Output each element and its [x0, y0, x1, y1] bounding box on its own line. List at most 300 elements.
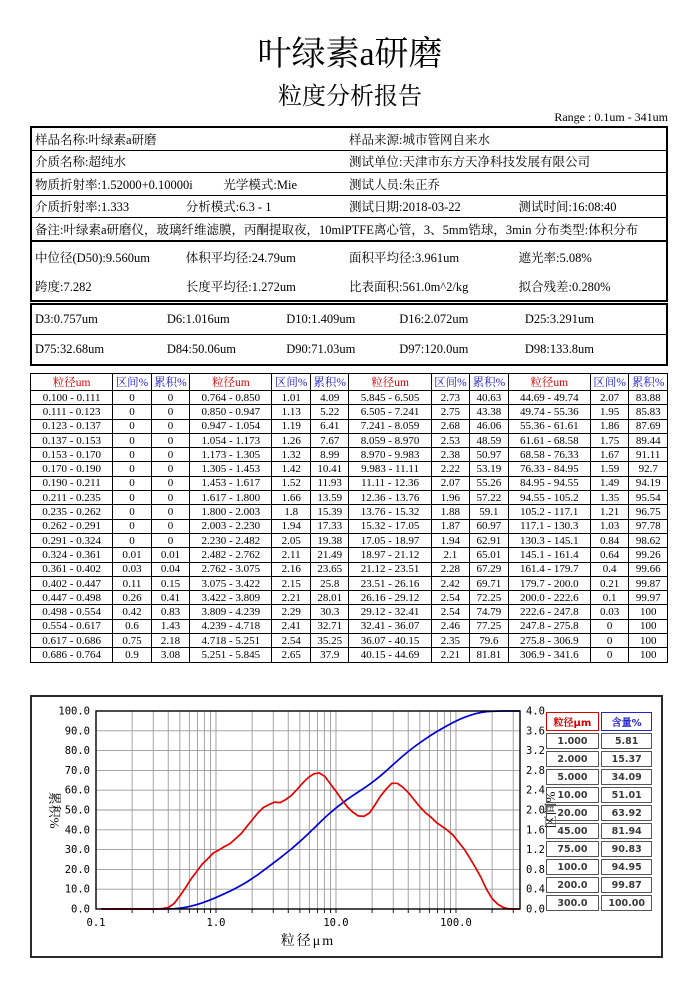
table-cell: 6.505 - 7.241: [349, 405, 431, 419]
table-cell: 2.54: [272, 634, 310, 648]
column-header: 区间%: [590, 374, 628, 391]
table-cell: 1.800 - 2.003: [190, 505, 272, 519]
table-cell: 0.447 - 0.498: [31, 591, 113, 605]
info-field: 测试日期:2018-03-22: [348, 200, 461, 215]
table-row: [31, 419, 668, 433]
table-cell: 28.01: [310, 591, 348, 605]
table-cell: 179.7 - 200.0: [508, 576, 590, 590]
percentile-field: D84:50.06um: [166, 342, 236, 356]
table-cell: 2.73: [431, 391, 469, 405]
table-cell: 1.13: [272, 405, 310, 419]
table-cell: 60.97: [470, 519, 508, 533]
x-tick-label: 1.0: [206, 917, 226, 929]
table-cell: 67.29: [470, 562, 508, 576]
table-cell: 0.291 - 0.324: [31, 533, 113, 547]
info-field: 介质名称:超纯水: [35, 155, 126, 170]
table-cell: 0.42: [113, 605, 151, 619]
left-tick-label: 50.0: [64, 804, 90, 817]
table-cell: 10.00: [546, 787, 600, 803]
table-cell: 0: [151, 448, 189, 462]
table-cell: 2.65: [272, 648, 310, 662]
table-cell: 12.36 - 13.76: [349, 491, 431, 505]
right-axis-title: 区间%: [543, 791, 558, 829]
table-cell: 49.74 - 55.36: [508, 405, 590, 419]
table-row: [31, 634, 668, 648]
table-cell: 2.21: [272, 591, 310, 605]
table-cell: 81.81: [470, 648, 508, 662]
table-cell: 99.87: [601, 877, 652, 893]
table-cell: 0.947 - 1.054: [190, 419, 272, 433]
info-field: 分析模式:6.3 - 1: [185, 200, 272, 215]
table-cell: 34.09: [601, 769, 652, 785]
table-cell: 0: [151, 419, 189, 433]
table-cell: 0.850 - 0.947: [190, 405, 272, 419]
table-cell: 1.305 - 1.453: [190, 462, 272, 476]
left-tick-label: 0.0: [71, 903, 90, 916]
table-cell: 94.19: [629, 476, 668, 490]
table-cell: 0.26: [113, 591, 151, 605]
table-cell: 1.01: [272, 391, 310, 405]
table-cell: 23.51 - 26.16: [349, 576, 431, 590]
table-cell: 2.28: [431, 562, 469, 576]
table-cell: 0.211 - 0.235: [31, 491, 113, 505]
table-cell: 0: [590, 619, 628, 633]
table-cell: 0.03: [113, 562, 151, 576]
percentile-field: D3:0.757um: [35, 312, 98, 326]
table-row: [31, 433, 668, 447]
left-tick-label: 90.0: [64, 725, 90, 738]
table-cell: 81.94: [601, 823, 652, 839]
table-row: [31, 505, 668, 519]
x-axis-title: 粒径μm: [280, 934, 336, 949]
table-cell: 0.84: [590, 533, 628, 547]
table-cell: 2.54: [431, 605, 469, 619]
table-cell: 0.4: [590, 562, 628, 576]
left-tick-label: 100.0: [58, 705, 90, 718]
percentile-field: D16:2.072um: [399, 312, 469, 326]
table-cell: 0.64: [590, 548, 628, 562]
metric-field: 比表面积:561.0m^2/kg: [348, 279, 469, 294]
table-cell: 0.170 - 0.190: [31, 462, 113, 476]
table-cell: 0: [113, 448, 151, 462]
column-header: 粒径um: [349, 374, 431, 391]
table-cell: 51.01: [601, 787, 652, 803]
percentile-table: [30, 303, 668, 366]
table-cell: 76.33 - 84.95: [508, 462, 590, 476]
table-cell: 5.251 - 5.845: [190, 648, 272, 662]
right-tick-label: 2.0: [526, 804, 545, 817]
table-row: [31, 476, 668, 490]
table-cell: 1.054 - 1.173: [190, 433, 272, 447]
table-cell: 200.0: [546, 877, 600, 893]
table-cell: 1.95: [590, 405, 628, 419]
table-cell: 77.25: [470, 619, 508, 633]
table-cell: 0: [151, 391, 189, 405]
table-row: [546, 859, 652, 875]
right-tick-label: 0.0: [526, 903, 545, 916]
table-cell: 1.000: [546, 733, 600, 749]
table-cell: 6.41: [310, 419, 348, 433]
table-cell: 99.26: [629, 548, 668, 562]
left-tick-label: 70.0: [64, 764, 90, 777]
table-cell: 0.75: [113, 634, 151, 648]
x-tick-label: 10.0: [323, 917, 349, 929]
table-cell: 0: [113, 476, 151, 490]
left-axis-title: 累积%: [47, 791, 62, 829]
right-tick-label: 0.8: [526, 863, 545, 876]
info-row: [32, 173, 666, 196]
table-cell: 15.32 - 17.05: [349, 519, 431, 533]
info-row: [32, 128, 666, 151]
table-row: [31, 548, 668, 562]
table-cell: 0.262 - 0.291: [31, 519, 113, 533]
table-cell: 0.83: [151, 605, 189, 619]
metric-field: 遮光率:5.08%: [518, 250, 592, 265]
summary-metrics-table: [30, 240, 668, 302]
table-cell: 100: [629, 648, 668, 662]
x-tick-label: 100.0: [440, 917, 472, 929]
metric-field: 面积平均径:3.961um: [348, 250, 460, 265]
table-cell: 1.96: [431, 491, 469, 505]
info-field: 备注:叶绿素a研磨仪，玻璃纤维滤膜，丙酮提取夜，10mlPTFE离心管，3、5mm锆球，3min 分布类型:体积分布: [35, 222, 639, 237]
table-cell: 2.29: [272, 605, 310, 619]
table-cell: 0: [151, 405, 189, 419]
table-row: [31, 591, 668, 605]
table-cell: 2.22: [431, 462, 469, 476]
percentile-field: D10:1.409um: [286, 312, 356, 326]
table-cell: 1.52: [272, 476, 310, 490]
percentile-field: D97:120.0um: [399, 342, 469, 356]
table-cell: 0.9: [113, 648, 151, 662]
table-cell: 0.41: [151, 591, 189, 605]
column-header: 区间%: [113, 374, 151, 391]
table-cell: 21.49: [310, 548, 348, 562]
table-cell: 0.6: [113, 619, 151, 633]
table-cell: 10.41: [310, 462, 348, 476]
right-tick-label: 2.8: [526, 764, 545, 777]
table-row: [546, 823, 652, 839]
table-cell: 99.66: [629, 562, 668, 576]
table-cell: 0: [590, 648, 628, 662]
table-cell: 1.8: [272, 505, 310, 519]
percentile-field: D25:3.291um: [524, 312, 594, 326]
table-cell: 1.67: [590, 448, 628, 462]
table-cell: 96.75: [629, 505, 668, 519]
table-cell: 2.1: [431, 548, 469, 562]
table-cell: 53.19: [470, 462, 508, 476]
metric-field: 跨度:7.282: [35, 279, 92, 294]
table-cell: 25.8: [310, 576, 348, 590]
table-row: [31, 462, 668, 476]
table-cell: 2.35: [431, 634, 469, 648]
table-cell: 21.12 - 23.51: [349, 562, 431, 576]
table-cell: 1.617 - 1.800: [190, 491, 272, 505]
column-header: 含量%: [601, 712, 652, 731]
metric-row: [32, 242, 666, 271]
x-tick-label: 0.1: [86, 917, 106, 929]
table-cell: 2.41: [272, 619, 310, 633]
table-cell: 0: [113, 533, 151, 547]
table-cell: 84.95 - 94.55: [508, 476, 590, 490]
table-cell: 50.97: [470, 448, 508, 462]
table-cell: 63.92: [601, 805, 652, 821]
table-cell: 0: [151, 433, 189, 447]
table-cell: 2.11: [272, 548, 310, 562]
table-cell: 45.00: [546, 823, 600, 839]
table-cell: 13.59: [310, 491, 348, 505]
table-cell: 100: [629, 605, 668, 619]
table-cell: 200.0 - 222.6: [508, 591, 590, 605]
table-cell: 11.93: [310, 476, 348, 490]
table-cell: 15.37: [601, 751, 652, 767]
table-cell: 62.91: [470, 533, 508, 547]
header-row: [546, 712, 652, 731]
table-cell: 40.15 - 44.69: [349, 648, 431, 662]
table-cell: 0.324 - 0.361: [31, 548, 113, 562]
table-row: [31, 405, 668, 419]
table-cell: 0.01: [113, 548, 151, 562]
percentile-field: D75:32.68um: [35, 342, 105, 356]
table-cell: 5.22: [310, 405, 348, 419]
table-row: [31, 576, 668, 590]
right-tick-label: 3.6: [526, 725, 545, 738]
table-cell: 0.01: [151, 548, 189, 562]
table-cell: 3.08: [151, 648, 189, 662]
table-cell: 19.38: [310, 533, 348, 547]
table-cell: 2.230 - 2.482: [190, 533, 272, 547]
column-header: 粒径um: [190, 374, 272, 391]
table-cell: 61.61 - 68.58: [508, 433, 590, 447]
table-cell: 32.71: [310, 619, 348, 633]
table-cell: 2.000: [546, 751, 600, 767]
column-header: 粒径um: [31, 374, 113, 391]
table-cell: 0.361 - 0.402: [31, 562, 113, 576]
table-cell: 87.69: [629, 419, 668, 433]
table-row: [31, 648, 668, 662]
table-cell: 30.3: [310, 605, 348, 619]
table-cell: 0.03: [590, 605, 628, 619]
column-header: 区间%: [272, 374, 310, 391]
table-cell: 1.42: [272, 462, 310, 476]
table-cell: 0: [151, 462, 189, 476]
table-cell: 37.9: [310, 648, 348, 662]
table-cell: 0.11: [113, 576, 151, 590]
percentile-field: D98:133.8um: [524, 342, 594, 356]
table-cell: 13.76 - 15.32: [349, 505, 431, 519]
table-row: [31, 391, 668, 405]
table-cell: 2.53: [431, 433, 469, 447]
info-field: 物质折射率:1.52000+0.10000i: [35, 177, 193, 192]
column-header: 累积%: [470, 374, 508, 391]
table-cell: 2.07: [431, 476, 469, 490]
header-row: [31, 374, 668, 391]
table-cell: 29.12 - 32.41: [349, 605, 431, 619]
table-cell: 0: [113, 491, 151, 505]
table-cell: 5.000: [546, 769, 600, 785]
table-cell: 0: [113, 405, 151, 419]
table-cell: 8.970 - 9.983: [349, 448, 431, 462]
table-cell: 0.402 - 0.447: [31, 576, 113, 590]
column-header: 累积%: [310, 374, 348, 391]
table-cell: 79.6: [470, 634, 508, 648]
table-cell: 0.100 - 0.111: [31, 391, 113, 405]
table-cell: 4.239 - 4.718: [190, 619, 272, 633]
table-cell: 85.83: [629, 405, 668, 419]
table-cell: 2.16: [272, 562, 310, 576]
table-cell: 17.05 - 18.97: [349, 533, 431, 547]
table-cell: 100.0: [546, 859, 600, 875]
table-row: [31, 448, 668, 462]
table-cell: 94.95: [601, 859, 652, 875]
table-cell: 105.2 - 117.1: [508, 505, 590, 519]
table-cell: 44.69 - 49.74: [508, 391, 590, 405]
table-cell: 40.63: [470, 391, 508, 405]
table-cell: 3.809 - 4.239: [190, 605, 272, 619]
table-cell: 1.94: [431, 533, 469, 547]
table-cell: 5.81: [601, 733, 652, 749]
table-cell: 0.554 - 0.617: [31, 619, 113, 633]
column-header: 粒径um: [508, 374, 590, 391]
table-cell: 1.49: [590, 476, 628, 490]
table-cell: 8.059 - 8.970: [349, 433, 431, 447]
table-row: [31, 491, 668, 505]
table-cell: 68.58 - 76.33: [508, 448, 590, 462]
table-cell: 97.78: [629, 519, 668, 533]
right-tick-label: 3.2: [526, 745, 545, 758]
table-row: [546, 877, 652, 893]
table-cell: 0: [113, 462, 151, 476]
table-cell: 2.75: [431, 405, 469, 419]
table-cell: 1.21: [590, 505, 628, 519]
chart-section: [30, 695, 663, 958]
table-cell: 9.983 - 11.11: [349, 462, 431, 476]
table-cell: 5.845 - 6.505: [349, 391, 431, 405]
table-cell: 65.01: [470, 548, 508, 562]
table-cell: 0.235 - 0.262: [31, 505, 113, 519]
right-tick-label: 2.4: [526, 784, 545, 797]
table-row: [546, 787, 652, 803]
info-field: 样品名称:叶绿素a研磨: [35, 132, 157, 147]
table-cell: 0: [113, 419, 151, 433]
table-row: [31, 619, 668, 633]
table-cell: 1.86: [590, 419, 628, 433]
table-cell: 100.00: [601, 895, 652, 911]
metric-field: 拟合残差:0.280%: [518, 279, 611, 294]
table-cell: 130.3 - 145.1: [508, 533, 590, 547]
table-cell: 2.42: [431, 576, 469, 590]
table-cell: 2.68: [431, 419, 469, 433]
table-cell: 75.00: [546, 841, 600, 857]
info-field: 介质折射率:1.333: [35, 200, 130, 215]
table-cell: 18.97 - 21.12: [349, 548, 431, 562]
table-cell: 0.04: [151, 562, 189, 576]
table-cell: 69.71: [470, 576, 508, 590]
table-cell: 55.26: [470, 476, 508, 490]
metric-field: 中位径(D50):9.560um: [35, 250, 150, 265]
column-header: 累积%: [151, 374, 189, 391]
left-tick-label: 30.0: [64, 844, 90, 857]
table-cell: 0.111 - 0.123: [31, 405, 113, 419]
table-cell: 95.54: [629, 491, 668, 505]
table-cell: 300.0: [546, 895, 600, 911]
table-cell: 2.21: [431, 648, 469, 662]
table-cell: 23.65: [310, 562, 348, 576]
table-cell: 1.32: [272, 448, 310, 462]
table-cell: 1.75: [590, 433, 628, 447]
table-cell: 0.617 - 0.686: [31, 634, 113, 648]
percentile-field: D6:1.016um: [166, 312, 230, 326]
left-tick-label: 10.0: [64, 883, 90, 896]
table-cell: 0: [113, 433, 151, 447]
table-cell: 11.11 - 12.36: [349, 476, 431, 490]
table-cell: 161.4 - 179.7: [508, 562, 590, 576]
table-cell: 91.11: [629, 448, 668, 462]
table-cell: 15.39: [310, 505, 348, 519]
table-cell: 2.762 - 3.075: [190, 562, 272, 576]
info-field: 测试单位:天津市东方天净科技发展有限公司: [349, 155, 590, 170]
table-cell: 17.33: [310, 519, 348, 533]
table-cell: 26.16 - 29.12: [349, 591, 431, 605]
table-cell: 1.59: [590, 462, 628, 476]
table-cell: 0: [113, 519, 151, 533]
info-row: [32, 151, 666, 174]
left-tick-label: 20.0: [64, 863, 90, 876]
table-cell: 43.38: [470, 405, 508, 419]
percentile-row: [32, 305, 666, 335]
table-cell: 74.79: [470, 605, 508, 619]
info-field: 测试人员:朱正乔: [348, 177, 440, 192]
info-row: [32, 218, 666, 240]
table-row: [546, 805, 652, 821]
table-cell: 94.55 - 105.2: [508, 491, 590, 505]
table-cell: 4.09: [310, 391, 348, 405]
table-cell: 83.88: [629, 391, 668, 405]
table-cell: 0: [113, 391, 151, 405]
table-cell: 72.25: [470, 591, 508, 605]
metric-field: 长度平均径:1.272um: [185, 279, 296, 294]
table-cell: 3.075 - 3.422: [190, 576, 272, 590]
table-cell: 59.1: [470, 505, 508, 519]
table-cell: 0.498 - 0.554: [31, 605, 113, 619]
left-tick-label: 40.0: [64, 824, 90, 837]
table-cell: 36.07 - 40.15: [349, 634, 431, 648]
info-field: 样品来源:城市管网自来水: [349, 132, 490, 147]
table-cell: 2.38: [431, 448, 469, 462]
table-cell: 2.07: [590, 391, 628, 405]
info-field: 测试时间:16:08:40: [518, 200, 617, 215]
table-cell: 0.1: [590, 591, 628, 605]
sample-info-table: [30, 126, 668, 242]
table-cell: 20.00: [546, 805, 600, 821]
info-field: 光学模式:Mie: [223, 177, 297, 192]
report-subtitle: 粒度分析报告: [278, 84, 422, 110]
chart-summary-table: [544, 710, 654, 913]
table-cell: 2.482 - 2.762: [190, 548, 272, 562]
table-cell: 1.26: [272, 433, 310, 447]
table-cell: 2.05: [272, 533, 310, 547]
table-row: [31, 533, 668, 547]
distribution-table: [30, 373, 668, 663]
table-cell: 222.6 - 247.8: [508, 605, 590, 619]
interval-curve: [101, 773, 520, 909]
table-cell: 0.21: [590, 576, 628, 590]
table-cell: 117.1 - 130.3: [508, 519, 590, 533]
column-header: 粒径μm: [546, 712, 600, 731]
table-cell: 2.003 - 2.230: [190, 519, 272, 533]
report-title: 叶绿素a研磨: [257, 36, 443, 73]
table-cell: 0: [590, 634, 628, 648]
table-cell: 1.87: [431, 519, 469, 533]
